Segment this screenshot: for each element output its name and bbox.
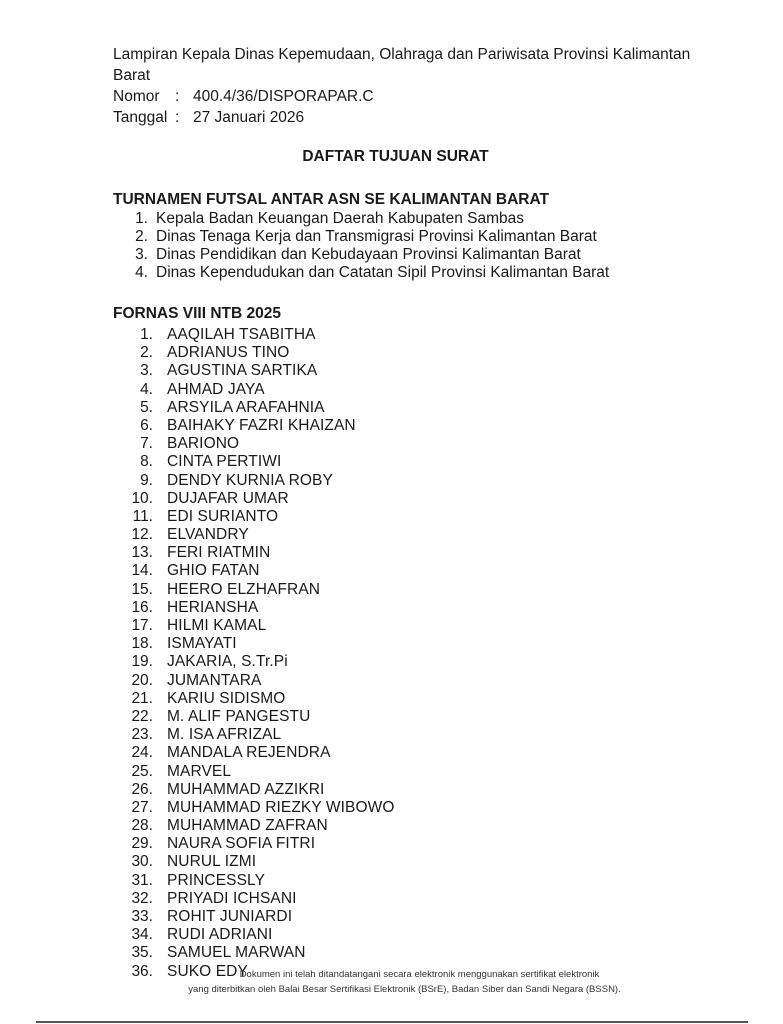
list-item-number: 7. [140, 435, 153, 453]
list-item-number: 34. [131, 926, 153, 944]
list-item [113, 417, 395, 435]
list-item-number: 12. [131, 526, 153, 544]
list-item-number: 14. [131, 562, 153, 580]
list-item-text: ARSYILA ARAFAHNIA [167, 398, 325, 416]
list-item-text: Dinas Pendidikan dan Kebudayaan Provinsi Kalimantan Barat [156, 246, 581, 263]
list-item-text: HEERO ELZHAFRAN [167, 580, 321, 598]
list-item [113, 653, 395, 671]
list-item-text: DENDY KURNIA ROBY [167, 471, 333, 489]
list-item-number: 1. [135, 210, 148, 227]
list-item [113, 490, 395, 508]
list-item [113, 908, 395, 926]
tanggal-label: Tanggal [113, 109, 168, 126]
list-item-number: 6. [140, 416, 153, 434]
list-item-number: 36. [131, 962, 153, 980]
list-item [113, 264, 609, 282]
list-item-number: 29. [131, 835, 153, 853]
list-item [113, 228, 609, 246]
list-item-text: ISMAYATI [167, 635, 237, 653]
list-item [113, 526, 395, 544]
list-item [113, 726, 395, 744]
list-item-text: MUHAMMAD RIEZKY WIBOWO [167, 798, 395, 816]
list-item [113, 635, 395, 653]
e-signature-line-2: yang diterbitkan oleh Balai Besar Sertifikasi Elektronik (BSrE), Badan Siber dan Sandi Negara (BSSN). [188, 984, 621, 995]
attachment-line-2: Barat [113, 67, 151, 84]
list-item-text: ADRIANUS TINO [167, 344, 290, 362]
list-item-number: 20. [131, 671, 153, 689]
list-item-number: 11. [132, 507, 153, 525]
list-item-text: NAURA SOFIA FITRI [167, 835, 316, 853]
list-item-text: JUMANTARA [167, 671, 262, 689]
nomor-value: 400.4/36/DISPORAPAR.C [193, 88, 374, 105]
list-item-number: 2. [135, 228, 148, 245]
list-item [113, 344, 395, 362]
list-item [113, 690, 395, 708]
list-item-number: 4. [140, 380, 153, 398]
list-item-text: FERI RIATMIN [167, 544, 271, 562]
list-item-number: 25. [131, 762, 153, 780]
list-item-number: 5. [140, 398, 153, 416]
list-item-text: M. ALIF PANGESTU [167, 707, 311, 725]
list-item-number: 22. [131, 707, 153, 725]
list-item-text: MUHAMMAD ZAFRAN [167, 817, 328, 835]
list-item [113, 326, 395, 344]
list-item-number: 28. [131, 817, 153, 835]
list-item-text: AAQILAH TSABITHA [167, 326, 316, 343]
tanggal-value: 27 Januari 2026 [193, 109, 305, 126]
list-item [113, 817, 395, 835]
list-item-number: 16. [131, 598, 153, 616]
list-item-number: 3. [140, 362, 153, 380]
list-item-text: PRIYADI ICHSANI [167, 889, 297, 907]
list-item [113, 399, 395, 417]
list-item-number: 19. [131, 653, 153, 671]
list-item-text: BARIONO [167, 435, 240, 453]
list-item-text: ROHIT JUNIARDI [167, 908, 293, 925]
list-item-number: 13. [131, 544, 153, 562]
list-item-number: 31. [131, 871, 153, 889]
list-item-text: BAIHAKY FAZRI KHAIZAN [167, 416, 356, 434]
section-futsal [113, 190, 609, 282]
list-item-text: M. ISA AFRIZAL [167, 726, 282, 744]
list-item-text: MUHAMMAD AZZIKRI [167, 780, 325, 798]
list-item [113, 744, 395, 762]
list-item-number: 10. [131, 489, 153, 507]
list-item [113, 835, 395, 853]
list-item-text: DUJAFAR UMAR [167, 489, 289, 507]
document-title: DAFTAR TUJUAN SURAT [302, 148, 489, 165]
list-item-text: CINTA PERTIWI [167, 453, 282, 471]
list-item-number: 26. [131, 780, 153, 798]
list-item-number: 9. [140, 471, 153, 489]
list-item [113, 435, 395, 453]
nomor-separator: : [175, 88, 180, 105]
list-item [113, 544, 395, 562]
list-item-number: 18. [131, 635, 153, 653]
list-item-number: 2. [140, 344, 153, 362]
list-item [113, 581, 395, 599]
list-item-text: Dinas Kependudukan dan Catatan Sipil Provinsi Kalimantan Barat [156, 264, 610, 281]
list-item-text: JAKARIA, S.Tr.Pi [167, 653, 288, 671]
list-item [113, 708, 395, 726]
tanggal-separator: : [175, 109, 180, 126]
nomor-label: Nomor [113, 88, 160, 105]
list-item-number: 8. [140, 453, 153, 471]
list-item-text: MARVEL [167, 762, 232, 780]
list-item [113, 381, 395, 399]
list-item-number: 27. [131, 798, 153, 816]
list-item-text: MANDALA REJENDRA [167, 744, 331, 762]
list-item-number: 15. [131, 580, 153, 598]
list-item [113, 617, 395, 635]
list-item-number: 33. [131, 908, 153, 925]
list-item-text: HILMI KAMAL [167, 617, 267, 634]
list-item [113, 853, 395, 871]
tanggal-row [113, 107, 713, 128]
list-item-text: HERIANSHA [167, 598, 259, 616]
e-signature-note [0, 967, 783, 997]
list-item-text: SAMUEL MARWAN [167, 944, 306, 962]
list-item-text: NURUL IZMI [167, 853, 257, 871]
list-item-number: 1. [140, 326, 153, 343]
list-item [113, 599, 395, 617]
e-signature-line-1: Dokumen ini telah ditandatangani secara elektronik menggunakan sertifikat elektronik [239, 969, 600, 980]
list-item [113, 362, 395, 380]
list-item-number: 35. [131, 944, 153, 962]
list-item-text: Kepala Badan Keuangan Daerah Kabupaten Sambas [156, 210, 524, 227]
attachment-line-1: Lampiran Kepala Dinas Kepemudaan, Olahraga dan Pariwisata Provinsi Kalimantan [113, 46, 691, 63]
recipient-list [113, 210, 609, 282]
section-title: TURNAMEN FUTSAL ANTAR ASN SE KALIMANTAN BARAT [113, 191, 549, 208]
list-item [113, 210, 609, 228]
nomor-row [113, 86, 713, 107]
list-item-text: RUDI ADRIANI [167, 926, 273, 944]
list-item-number: 24. [131, 744, 153, 762]
list-item [113, 890, 395, 908]
list-item-text: EDI SURIANTO [167, 507, 279, 525]
list-item [113, 926, 395, 944]
page-bottom-divider [36, 1021, 748, 1023]
list-item-number: 30. [131, 853, 153, 871]
list-item-text: KARIU SIDISMO [167, 689, 286, 707]
list-item-number: 21. [131, 689, 153, 707]
list-item-text: ELVANDRY [167, 526, 249, 544]
list-item-number: 4. [135, 264, 148, 281]
list-item [113, 562, 395, 580]
list-item-number: 23. [131, 726, 153, 744]
list-item-text: Dinas Tenaga Kerja dan Transmigrasi Provinsi Kalimantan Barat [156, 228, 597, 245]
section-title: FORNAS VIII NTB 2025 [113, 305, 281, 322]
list-item-text: SUKO EDY [167, 962, 248, 980]
list-item-number: 3. [135, 246, 148, 263]
section-fornas [113, 304, 395, 981]
list-item [113, 508, 395, 526]
list-item [113, 672, 395, 690]
list-item [113, 944, 395, 962]
list-item [113, 763, 395, 781]
list-item [113, 246, 609, 264]
list-item [113, 453, 395, 471]
recipient-list [113, 326, 395, 981]
list-item-text: GHIO FATAN [167, 562, 260, 580]
list-item [113, 799, 395, 817]
list-item-text: PRINCESSLY [167, 871, 266, 889]
list-item-number: 32. [131, 889, 153, 907]
list-item [113, 872, 395, 890]
document-header [113, 44, 713, 128]
list-item-text: AHMAD JAYA [167, 380, 265, 398]
list-item-text: AGUSTINA SARTIKA [167, 362, 318, 380]
list-item-number: 17. [131, 617, 153, 634]
list-item [113, 781, 395, 799]
list-item [113, 472, 395, 490]
